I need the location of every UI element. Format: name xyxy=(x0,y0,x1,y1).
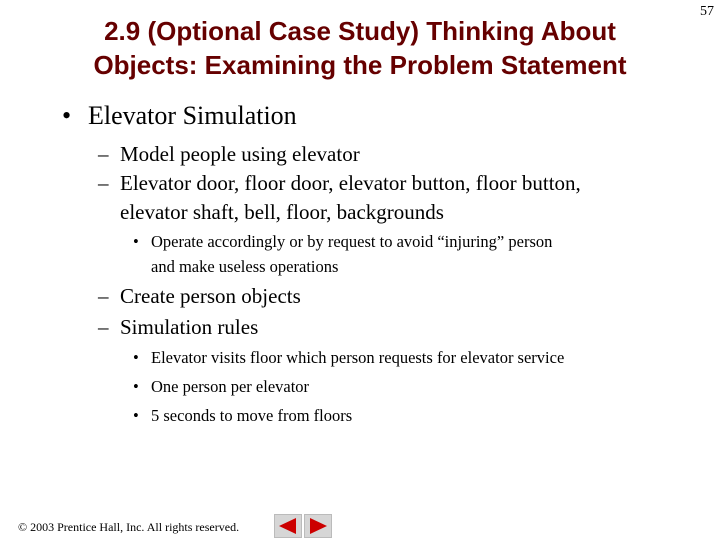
dash-icon: – xyxy=(98,315,109,339)
main-bullet-text: Elevator Simulation xyxy=(88,101,297,130)
title-line-1: 2.9 (Optional Case Study) Thinking About xyxy=(104,16,616,46)
sub-bullet-rules xyxy=(98,313,258,342)
bullet-dot-icon: • xyxy=(133,406,139,425)
rule-item-text: One person per elevator xyxy=(151,377,310,396)
sub-bullet-components xyxy=(98,169,581,227)
bullet-dot-icon: • xyxy=(133,348,139,367)
rule-item xyxy=(133,374,309,399)
left-arrow-icon xyxy=(275,515,301,537)
rule-item xyxy=(133,345,564,370)
dash-icon: – xyxy=(98,142,109,166)
dash-icon: – xyxy=(98,284,109,308)
sub-bullet-text: Create person objects xyxy=(120,284,301,308)
detail-bullet-text-continued: and make useless operations xyxy=(151,257,339,276)
slide-navigation xyxy=(274,514,332,538)
slide-title xyxy=(0,14,720,82)
rule-item xyxy=(133,403,352,428)
bullet-dot-icon: • xyxy=(133,377,139,396)
sub-bullet-people xyxy=(98,140,360,169)
detail-bullet-text: Operate accordingly or by request to avoid “injuring” person xyxy=(151,232,553,251)
sub-bullet-text: Elevator door, floor door, elevator button, floor button, xyxy=(120,171,581,195)
bullet-dot-icon: • xyxy=(133,232,139,251)
dash-icon: – xyxy=(98,171,109,195)
main-bullet xyxy=(62,101,297,131)
sub-bullet-text-continued: elevator shaft, bell, floor, backgrounds xyxy=(120,200,444,224)
copyright-footer: © 2003 Prentice Hall, Inc. All rights reserved. xyxy=(18,520,240,534)
sub-bullet-person-objects xyxy=(98,282,301,311)
page-number: 57 xyxy=(700,4,714,19)
sub-bullet-text: Model people using elevator xyxy=(120,142,360,166)
rule-item-text: 5 seconds to move from floors xyxy=(151,406,353,425)
detail-bullet-operate xyxy=(133,229,552,279)
rule-item-text: Elevator visits floor which person requests for elevator service xyxy=(151,348,565,367)
title-line-2: Objects: Examining the Problem Statement xyxy=(93,50,627,80)
next-slide-button[interactable] xyxy=(304,514,332,538)
sub-bullet-text: Simulation rules xyxy=(120,315,259,339)
previous-slide-button[interactable] xyxy=(274,514,302,538)
bullet-dot-icon: • xyxy=(62,101,72,130)
right-arrow-icon xyxy=(305,515,331,537)
